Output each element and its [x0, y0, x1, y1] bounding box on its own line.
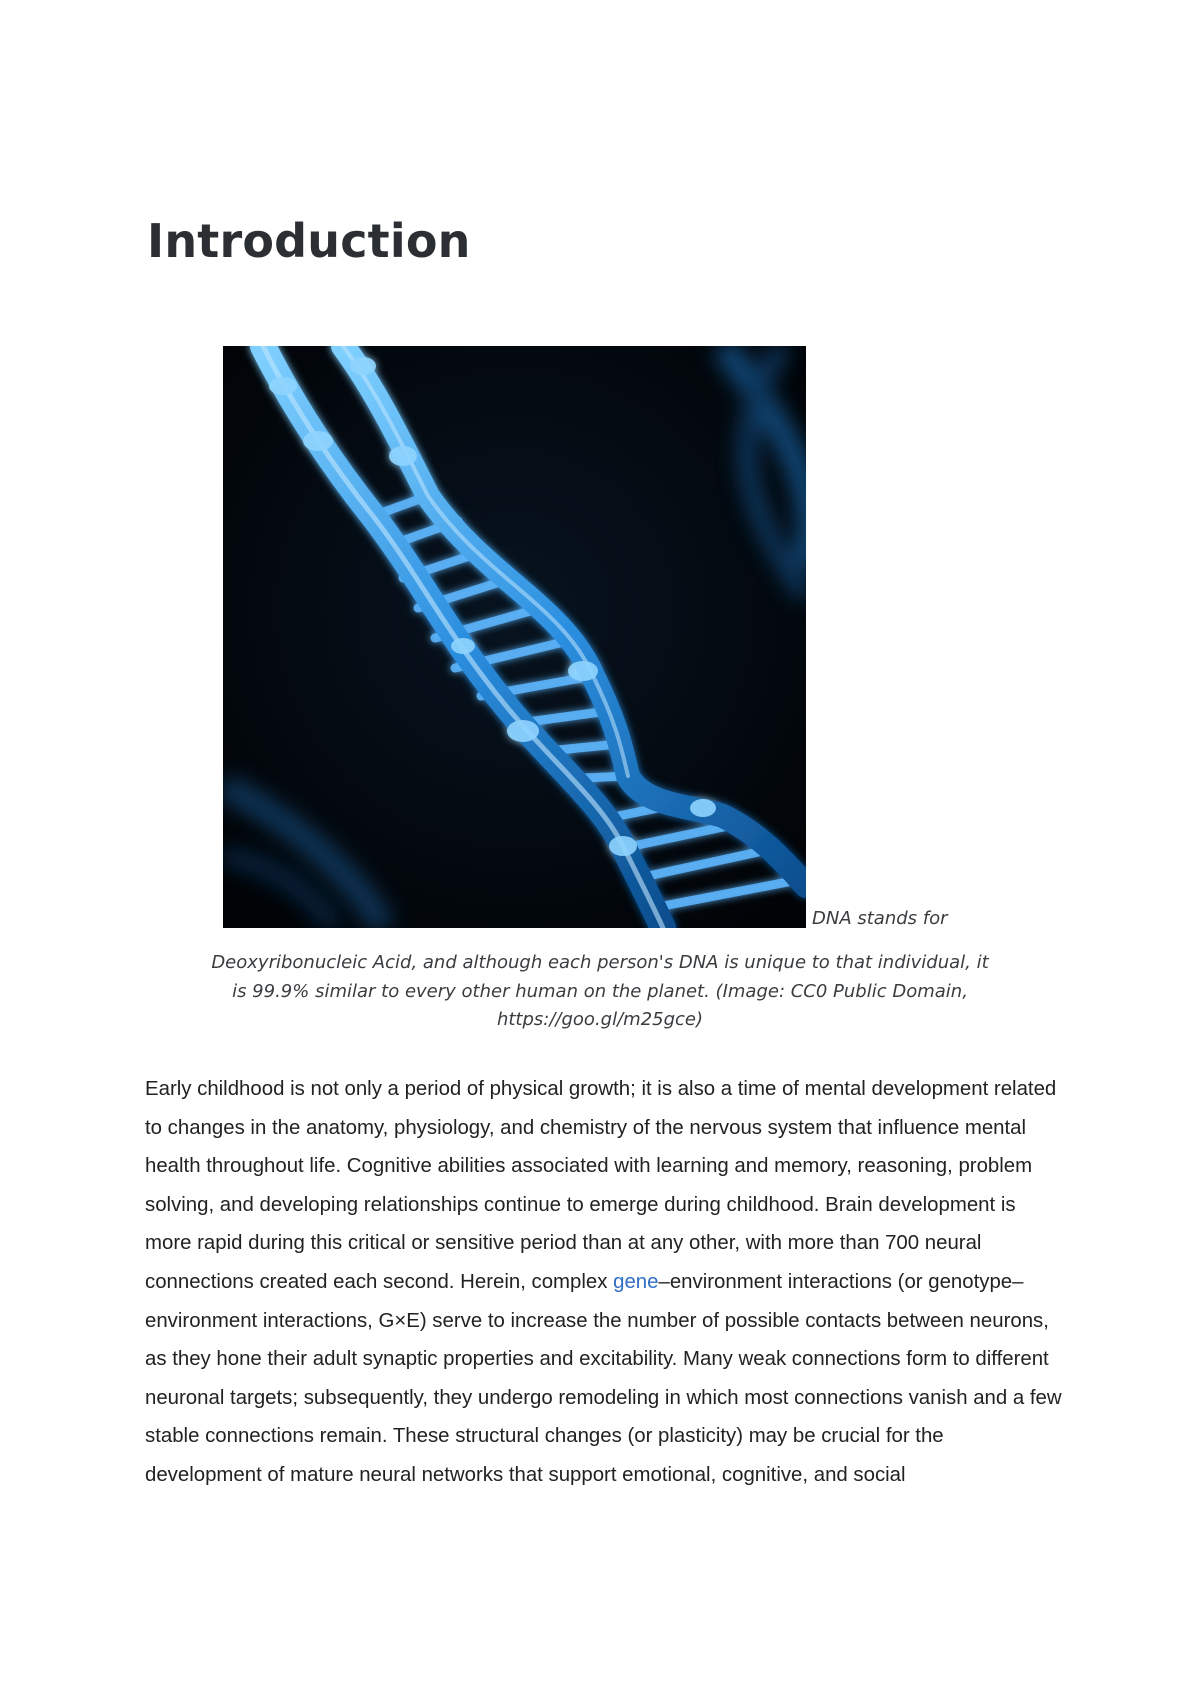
figure-caption-line: Deoxyribonucleic Acid, and although each person's DNA is unique to that individual, it	[211, 952, 989, 973]
dna-helix-image	[223, 346, 806, 928]
figure-caption-line: is 99.9% similar to every other human on the planet. (Image: CC0 Public Domain,	[232, 980, 968, 1002]
page-title: Introduction	[147, 214, 471, 268]
figure-caption-line: https://goo.gl/m25gce)	[496, 1009, 704, 1030]
body-paragraph	[145, 1070, 1065, 1495]
body-text-before-link: Early childhood is not only a period of physical growth; it is also a time of mental development related to changes in the anatomy, physiology, and chemistry of the nervous system that influence mental health throughout life. Cognitive abilities associated with learning and memory, reasoning, problem solving, and developing relationships continue to emerge during childhood. Brain development is more rapid during this critical or sensitive period than at any other, with more than 700 neural connections created each second. Herein, complex	[145, 1078, 1057, 1293]
body-text-after-link: –environment interactions (or genotype–environment interactions, G×E) serve to increase the number of possible contacts between neurons, as they hone their adult synaptic properties and excitability. Many weak connections form to different neuronal targets; subsequently, they undergo remodeling in which most connections vanish and a few stable connections remain. These structural changes (or plasticity) may be crucial for the development of mature neural networks that support emotional, cognitive, and social	[145, 1270, 1062, 1486]
gene-link[interactable]: gene	[613, 1270, 659, 1293]
figure-caption-lead: DNA stands for	[812, 908, 948, 929]
figure-caption	[150, 949, 1050, 1035]
